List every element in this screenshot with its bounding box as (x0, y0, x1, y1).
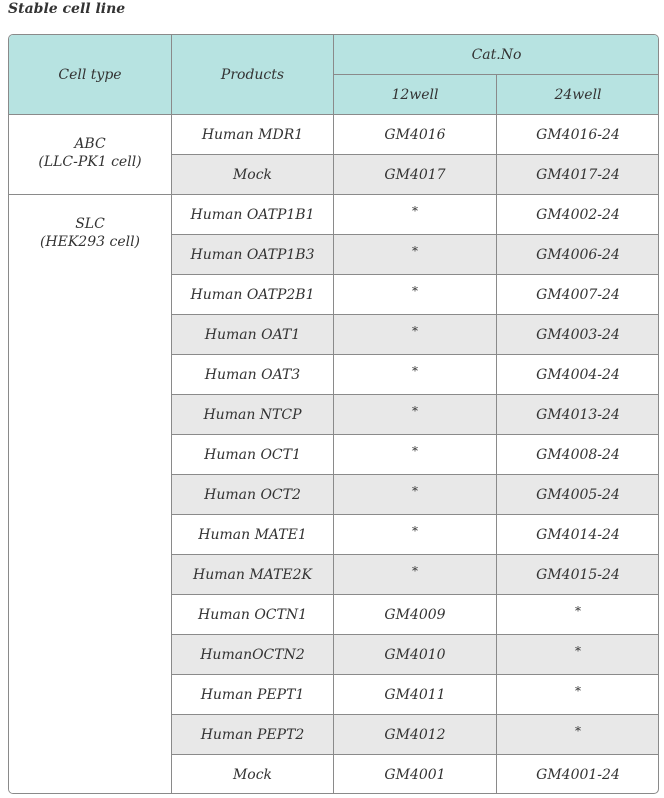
product-cell: HumanOCTN2 (172, 635, 334, 675)
cat-24well-cell: GM4014-24 (497, 515, 660, 555)
cat-24well-cell: GM4016-24 (497, 115, 660, 155)
cat-12well-cell: GM4010 (334, 635, 497, 675)
cat-12well-cell: GM4009 (334, 595, 497, 635)
product-cell: Human OAT1 (172, 315, 334, 355)
cat-12well-cell: * (334, 475, 497, 515)
product-table (8, 34, 659, 794)
cell-type-name: SLC (75, 216, 105, 232)
cat-24well-cell: GM4004-24 (497, 355, 660, 395)
cell-type-group (9, 115, 172, 195)
cat-12well-cell: * (334, 235, 497, 275)
product-cell: Mock (172, 755, 334, 795)
cat-24well-cell: * (497, 595, 660, 635)
cat-12well-cell: GM4012 (334, 715, 497, 755)
product-table-container (8, 34, 659, 794)
table-row (9, 195, 660, 235)
product-cell: Human OCTN1 (172, 595, 334, 635)
header-12well: 12well (334, 75, 497, 115)
cat-12well-cell: * (334, 395, 497, 435)
cat-12well-cell: * (334, 315, 497, 355)
cat-24well-cell: GM4008-24 (497, 435, 660, 475)
header-cell-type: Cell type (9, 35, 172, 115)
cat-12well-cell: * (334, 275, 497, 315)
product-cell: Human OATP1B1 (172, 195, 334, 235)
product-cell: Human MATE1 (172, 515, 334, 555)
cat-12well-cell: * (334, 515, 497, 555)
cat-12well-cell: * (334, 195, 497, 235)
product-cell: Mock (172, 155, 334, 195)
table-body (9, 115, 660, 795)
cell-type-subtitle: (LLC-PK1 cell) (38, 154, 142, 170)
product-cell: Human NTCP (172, 395, 334, 435)
cat-24well-cell: GM4013-24 (497, 395, 660, 435)
product-cell: Human OAT3 (172, 355, 334, 395)
product-cell: Human OCT2 (172, 475, 334, 515)
cell-type-name: ABC (74, 136, 106, 152)
cat-24well-cell: GM4007-24 (497, 275, 660, 315)
cat-24well-cell: GM4017-24 (497, 155, 660, 195)
cell-type-group (9, 195, 172, 795)
header-24well: 24well (497, 75, 660, 115)
table-header (9, 35, 660, 115)
cat-24well-cell: GM4005-24 (497, 475, 660, 515)
cat-12well-cell: * (334, 355, 497, 395)
product-cell: Human PEPT1 (172, 675, 334, 715)
cat-12well-cell: GM4001 (334, 755, 497, 795)
product-cell: Human MDR1 (172, 115, 334, 155)
cat-24well-cell: GM4006-24 (497, 235, 660, 275)
cat-24well-cell: GM4002-24 (497, 195, 660, 235)
page-title: Stable cell line (8, 1, 126, 17)
cat-24well-cell: * (497, 715, 660, 755)
product-cell: Human OATP1B3 (172, 235, 334, 275)
cat-24well-cell: GM4003-24 (497, 315, 660, 355)
cat-12well-cell: * (334, 555, 497, 595)
cat-12well-cell: GM4017 (334, 155, 497, 195)
cat-12well-cell: * (334, 435, 497, 475)
cat-12well-cell: GM4016 (334, 115, 497, 155)
cat-24well-cell: * (497, 635, 660, 675)
product-cell: Human OCT1 (172, 435, 334, 475)
product-cell: Human OATP2B1 (172, 275, 334, 315)
header-cat-no: Cat.No (334, 35, 660, 75)
cat-24well-cell: * (497, 675, 660, 715)
product-cell: Human PEPT2 (172, 715, 334, 755)
table-row (9, 115, 660, 155)
product-cell: Human MATE2K (172, 555, 334, 595)
header-products: Products (172, 35, 334, 115)
cat-24well-cell: GM4015-24 (497, 555, 660, 595)
cat-24well-cell: GM4001-24 (497, 755, 660, 795)
cat-12well-cell: GM4011 (334, 675, 497, 715)
cell-type-subtitle: (HEK293 cell) (39, 234, 141, 250)
